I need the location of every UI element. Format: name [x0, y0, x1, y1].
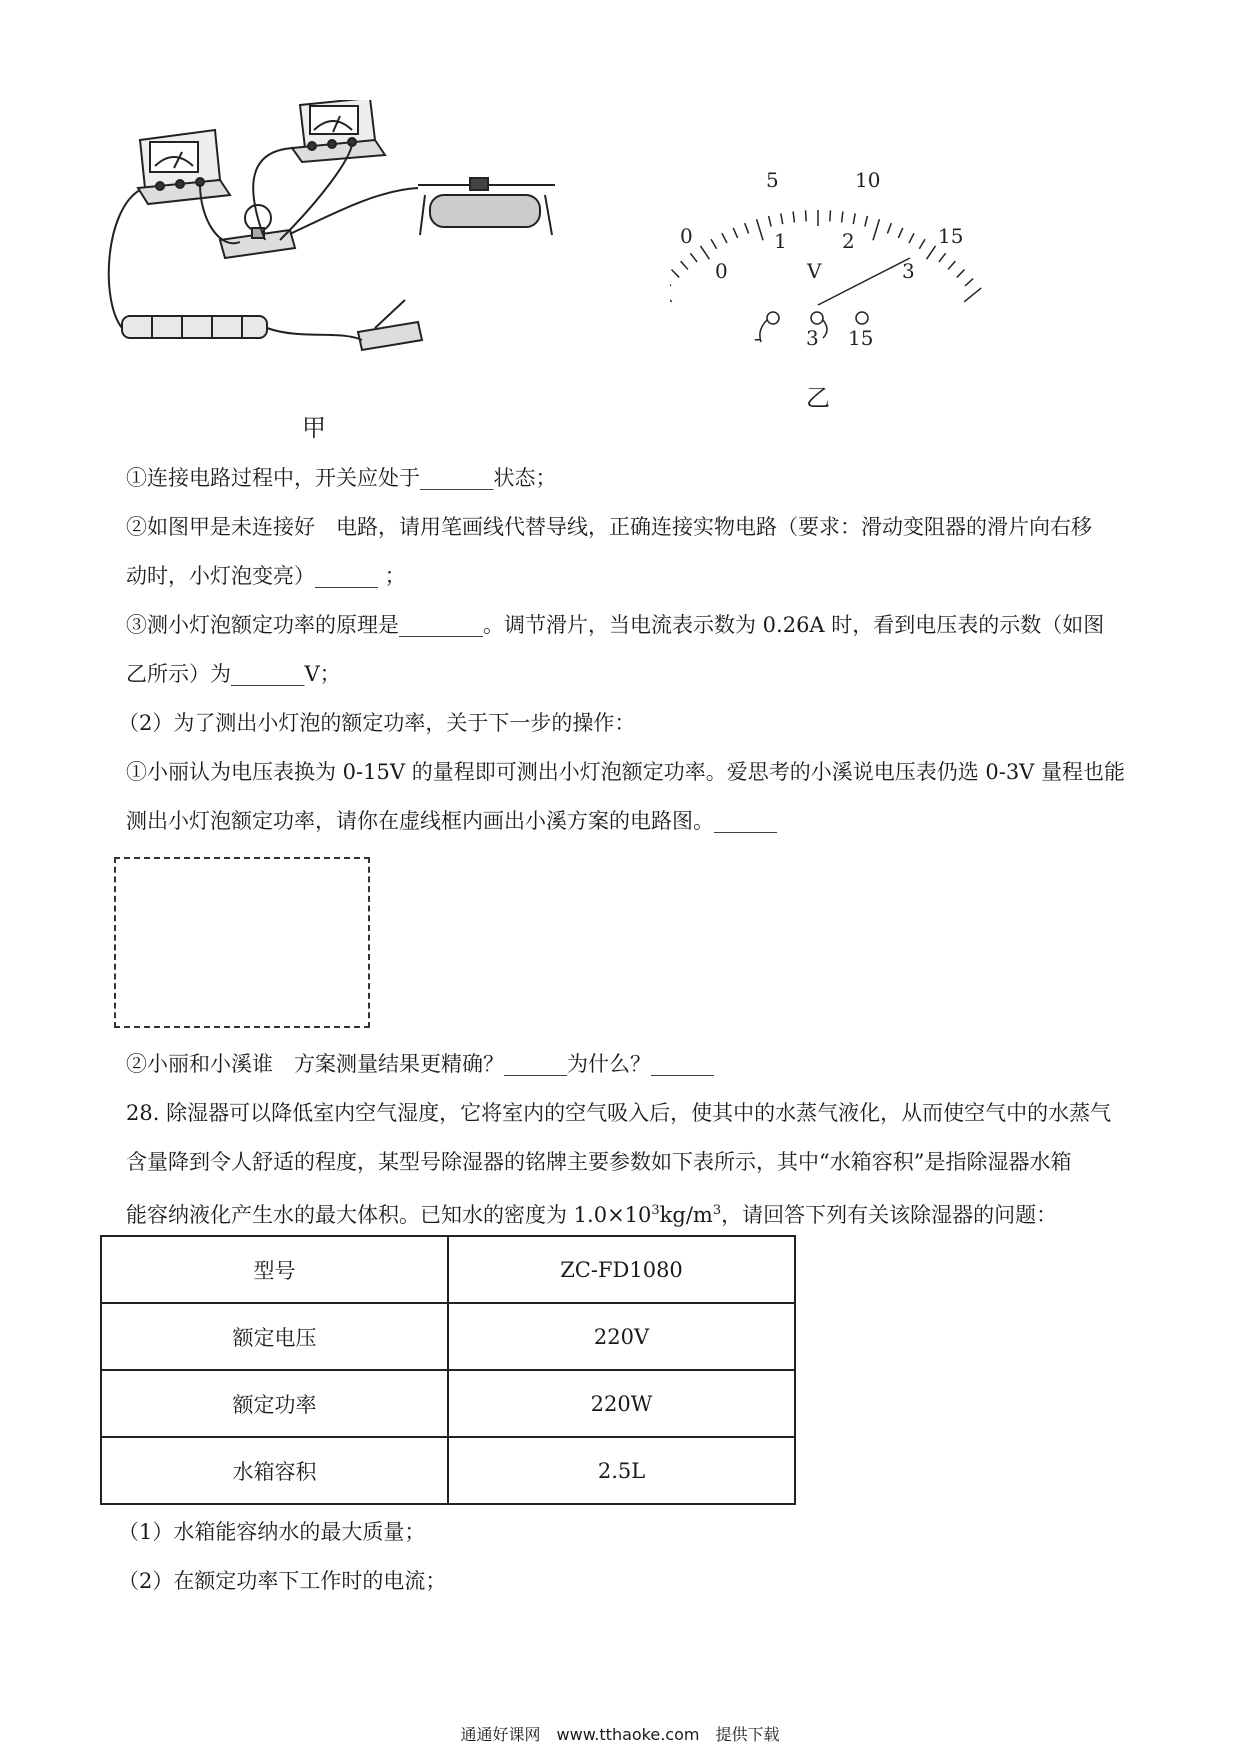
question-28-line3	[126, 1196, 1057, 1230]
dial-tick	[965, 278, 973, 285]
terminal-label: -	[754, 326, 761, 350]
question-2-1-line1: ①小丽认为电压表换为 0-15V 的量程即可测出小灯泡额定功率。爱思考的小溪说电压表仍选 0-3V 量程也能	[126, 760, 1126, 784]
ammeter-image	[138, 130, 230, 204]
page-footer: 通通好课网 www.tthaoke.com 提供下载	[460, 1725, 780, 1744]
figure-caption-jia: 甲	[302, 414, 326, 442]
battery-image	[122, 316, 267, 338]
spec-table	[100, 1235, 796, 1505]
dial-tick	[927, 246, 936, 259]
dial-needle	[818, 258, 910, 305]
q28-text-post: ，请回答下列有关该除湿器的问题：	[721, 1203, 1058, 1227]
scale-top-label: 10	[855, 168, 881, 192]
scale-bottom-label: 1	[774, 229, 787, 253]
question-28-line1: 28. 除湿器可以降低室内空气湿度，它将室内的空气吸入后，使其中的水蒸气液化，从而使空气中的水蒸气	[126, 1101, 1112, 1125]
circuit-figure-jia	[100, 100, 660, 400]
dial-tick	[919, 239, 925, 248]
dial-tick	[793, 211, 794, 222]
dial-tick	[830, 210, 831, 221]
terminal-label: 15	[848, 326, 874, 350]
question-2-1-line2: 测出小灯泡额定功率，请你在虚线框内画出小溪方案的电路图。______	[126, 809, 777, 833]
scale-bottom-label: 3	[902, 259, 915, 283]
scale-top-label: 0	[680, 224, 693, 248]
dial-tick	[957, 270, 965, 278]
figure-caption-yi: 乙	[806, 384, 830, 412]
question-2-heading: （2）为了测出小灯泡的额定功率，关于下一步的操作：	[118, 711, 636, 735]
question-1-2-line1: ②如图甲是未连接好 电路，请用笔画线代替导线，正确连接实物电路（要求：滑动变阻器的滑片向右移	[126, 515, 1092, 539]
question-1-1: ①连接电路过程中，开关应处于_______状态；	[126, 466, 557, 490]
question-2-2: ②小丽和小溪谁 方案测量结果更精确？______为什么？______	[126, 1052, 714, 1076]
dial-tick	[865, 216, 868, 227]
sub-question-2: （2）在额定功率下工作时的电流；	[118, 1569, 447, 1593]
table-row	[101, 1370, 795, 1437]
q28-text-mid: kg/m	[659, 1203, 713, 1227]
table-cell-value: 220W	[448, 1370, 795, 1437]
table-cell-label: 额定电压	[101, 1303, 448, 1370]
sub-question-1: （1）水箱能容纳水的最大质量；	[118, 1520, 426, 1544]
dial-tick	[939, 253, 946, 262]
table-row	[101, 1437, 795, 1504]
table-cell-label: 额定功率	[101, 1370, 448, 1437]
dial-tick	[873, 219, 879, 240]
rheostat-image	[418, 178, 555, 235]
table-cell-value: 220V	[448, 1303, 795, 1370]
dial-tick	[670, 288, 672, 302]
dial-tick	[909, 233, 914, 243]
question-1-2-line2: 动时，小灯泡变亮）______ ；	[126, 564, 406, 588]
terminal-label: 3	[806, 326, 819, 350]
dial-tick	[690, 253, 697, 262]
q28-sup2: 3	[712, 1203, 722, 1218]
scale-bottom-label: 0	[715, 259, 728, 283]
dial-tick	[887, 223, 891, 233]
table-cell-value: 2.5L	[448, 1437, 795, 1504]
dial-tick	[681, 261, 688, 269]
dial-tick	[898, 228, 902, 238]
dial-tick	[948, 261, 955, 269]
dial-tick	[757, 219, 763, 240]
dial-tick	[964, 288, 981, 302]
dial-tick	[700, 246, 709, 259]
dial-tick	[670, 278, 671, 285]
table-cell-label: 型号	[101, 1236, 448, 1303]
dial-tick	[711, 239, 717, 248]
circuit-drawing-dashed-box[interactable]	[114, 857, 370, 1028]
voltmeter-dial-figure-yi	[670, 160, 990, 360]
dial-tick	[722, 233, 727, 243]
table-row	[101, 1303, 795, 1370]
switch-image	[358, 300, 422, 350]
voltmeter-image	[292, 100, 385, 162]
dial-tick	[672, 270, 680, 278]
scale-top-label: 5	[766, 168, 779, 192]
question-1-3-line2: 乙所示）为_______V；	[126, 662, 341, 686]
dial-tick	[781, 213, 783, 224]
table-cell-value: ZC-FD1080	[448, 1236, 795, 1303]
scale-top-label: 15	[938, 224, 964, 248]
dial-tick	[806, 210, 807, 221]
question-28-line2: 含量降到令人舒适的程度，某型号除湿器的铭牌主要参数如下表所示，其中“水箱容积”是指除湿器水箱	[126, 1150, 1072, 1174]
question-1-3-line1: ③测小灯泡额定功率的原理是________。调节滑片，当电流表示数为 0.26A 时，看到电压表的示数（如图	[126, 613, 1105, 637]
dial-tick	[842, 211, 843, 222]
table-cell-label: 水箱容积	[101, 1437, 448, 1504]
dial-tick	[769, 216, 772, 227]
dial-tick	[745, 223, 749, 233]
q28-text-pre: 能容纳液化产生水的最大体积。已知水的密度为 1.0×10	[126, 1203, 652, 1227]
unit-label: V	[807, 259, 822, 283]
scale-bottom-label: 2	[842, 229, 855, 253]
q28-sup: 3	[651, 1203, 660, 1218]
dial-tick	[733, 228, 737, 238]
table-row	[101, 1236, 795, 1303]
dial-tick	[853, 213, 855, 224]
